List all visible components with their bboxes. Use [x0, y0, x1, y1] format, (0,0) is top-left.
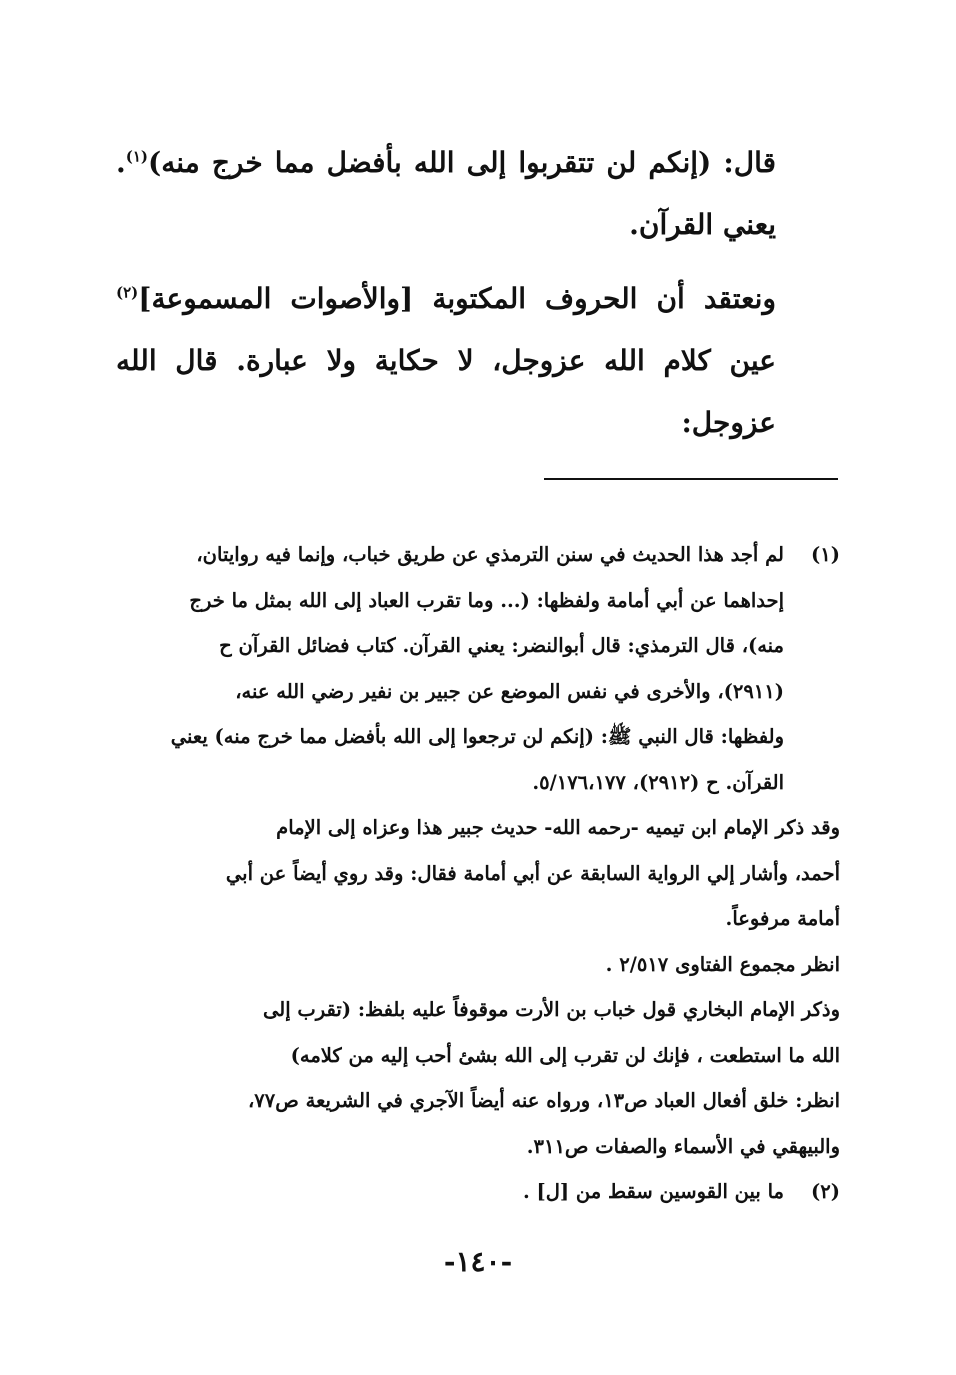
footnote-1-number: (١) [811, 543, 840, 566]
paragraph-1-text-continued: . يعني القرآن. [116, 146, 776, 241]
footnote-line: أمامة مرفوعاً. [725, 907, 840, 930]
footnote-1-continuation [120, 805, 840, 1169]
main-paragraph-2 [116, 268, 776, 454]
main-paragraph-1 [116, 132, 776, 256]
footnote-line: ما بين القوسين سقط من [ل] . [522, 1180, 784, 1203]
footnote-2-number: (٢) [811, 1180, 840, 1203]
footnote-line: منه)، قال الترمذي: قال أبوالنضر: يعني القرآن. كتاب فضائل القرآن ح [219, 634, 784, 657]
footnote-line: ولفظها: قال النبي ﷺ: (إنكم لن ترجعوا إلى الله بأفضل مما خرج منه) يعني [170, 725, 784, 748]
footnote-line: لم أجد هذا الحديث في سنن الترمذي عن طريق خباب، وإنما فيه روايتان، [196, 543, 784, 566]
footnote-line: والبيهقي في الأسماء والصفات ص٣١١. [526, 1134, 840, 1158]
footnote-ref-2: (٢) [116, 283, 139, 302]
footnote-separator [544, 478, 838, 480]
footnote-line: انظر مجموع الفتاوى ٢/٥١٧ . [605, 952, 840, 976]
footnote-1-body [120, 532, 784, 805]
footnote-line: الله ما استطعت ، فإنك لن تقرب إلى الله بشئ أحب إليه من كلامه) [290, 1043, 840, 1067]
footnote-line: أحمد، وأشار إلي الرواية السابقة عن أبي أمامة فقال: وقد روي أيضاً عن أبي [225, 861, 840, 885]
footnote-line: انظر: خلق أفعال العباد ص١٣، ورواه عنه أيضاً الآجري في الشريعة ص٧٧، [248, 1089, 840, 1112]
footnote-line: (٢٩١١)، والأخرى في نفس الموضع عن جبير بن نفير رضي الله عنه، [235, 679, 784, 703]
paragraph-2-text-continued: عين كلام الله عزوجل، لا حكاية ولا عبارة. قال الله عزوجل: [116, 344, 776, 439]
footnote-line: إحداهما عن أبي أمامة ولفظها: (... وما تقرب العباد إلى الله بمثل ما خرج [189, 588, 784, 612]
footnote-2-body [120, 1169, 784, 1215]
footnote-line: وقد ذكر الإمام ابن تيميه -رحمه الله- حديث جبير هذا وعزاه إلى الإمام [276, 816, 840, 839]
paragraph-1-text: قال: (إنكم لن تتقربوا إلى الله بأفضل مما خرج منه) [148, 146, 776, 179]
main-body-text [116, 132, 776, 466]
footnote-line: القرآن. ح (٢٩١٢)، ٥/١٧٦،١٧٧. [532, 770, 784, 794]
footnote-1 [120, 532, 840, 805]
footnote-ref-1: (١) [125, 147, 149, 166]
paragraph-2-text: ونعتقد أن الحروف المكتوبة [والأصوات المسموعة] [138, 282, 776, 315]
footnotes-section [120, 532, 840, 1215]
page-number: -١٤٠- [443, 1245, 513, 1278]
footnote-2 [120, 1169, 840, 1215]
footnote-line: وذكر الإمام البخاري قول خباب بن الأرت موقوفاً عليه بلفظ: (تقرب إلى [263, 998, 840, 1021]
